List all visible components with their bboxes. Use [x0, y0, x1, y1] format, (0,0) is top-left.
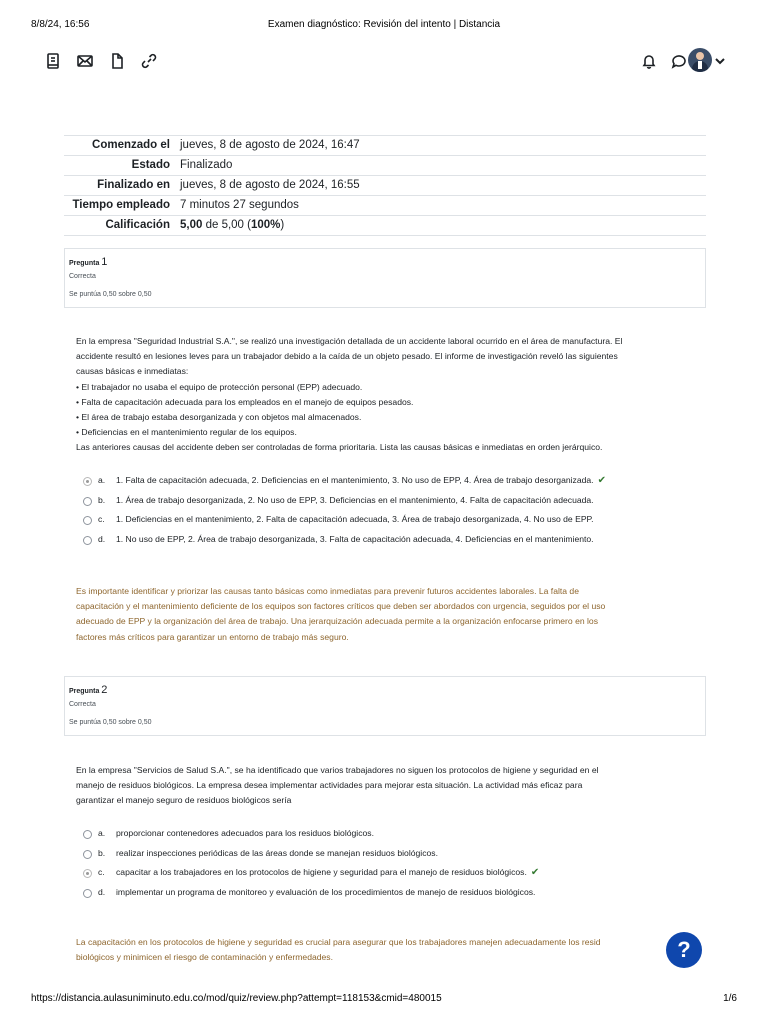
radio-button[interactable] — [83, 850, 92, 859]
option-text — [116, 863, 539, 883]
avatar-shirt — [698, 61, 702, 69]
radio-button[interactable] — [83, 869, 92, 878]
radio-button[interactable] — [83, 497, 92, 506]
summary-row — [64, 136, 706, 156]
radio-button[interactable] — [83, 830, 92, 839]
question-text — [76, 334, 696, 456]
help-button[interactable]: ? — [666, 932, 702, 968]
question-text-line: accidente resultó en lesiones leves para un trabajador debido a la caída de un objeto pesado. El informe de investigación reveló las siguientes — [76, 351, 618, 362]
answer-options — [83, 824, 703, 902]
attempt-summary-table — [64, 135, 706, 236]
option-text — [116, 471, 606, 491]
summary-value: Finalizado — [180, 159, 233, 171]
print-url: https://distancia.aulasuniminuto.edu.co/mod/quiz/review.php?attempt=118153&cmid=480015 — [31, 993, 442, 1004]
book-icon[interactable] — [42, 50, 64, 72]
option-letter: c. — [98, 514, 105, 524]
question-text — [76, 763, 696, 809]
question-state: Correcta — [69, 701, 96, 708]
answer-options — [83, 471, 703, 549]
grade-percent: 100% — [250, 219, 281, 231]
print-header — [31, 19, 737, 33]
answer-option[interactable] — [83, 863, 703, 883]
option-letter: d. — [98, 533, 106, 544]
option-letter: b. — [98, 494, 106, 505]
chevron-down-icon[interactable] — [714, 54, 726, 66]
question-text-line: En la empresa "Seguridad Industrial S.A.", se realizó una investigación detallada de un accidente laboral ocurrido en el área de manufactura. El — [76, 336, 623, 346]
question-text-line: • Deficiencias en el mantenimiento regular de los equipos. — [76, 427, 297, 438]
answer-option[interactable] — [83, 824, 703, 844]
summary-label: Tiempo empleado — [72, 199, 170, 211]
option-text: 1. Área de trabajo desorganizada, 2. No uso de EPP, 3. Deficiencias en el mantenimiento, 4. Falta de capacitación adecuada. — [116, 494, 594, 505]
summary-label: Estado — [131, 159, 170, 171]
print-footer — [31, 993, 737, 1007]
question-feedback — [76, 584, 702, 645]
question-number — [69, 684, 107, 696]
mail-icon[interactable] — [74, 50, 96, 72]
print-page-number: 1/6 — [723, 993, 737, 1004]
summary-value: jueves, 8 de agosto de 2024, 16:47 — [180, 139, 360, 151]
avatar-head — [696, 52, 704, 60]
question-feedback — [76, 935, 702, 965]
question-text-line: Las anteriores causas del accidente deben ser controladas de forma prioritaria. Lista las causas básicas e inmediatas en orden jerárquico. — [76, 442, 603, 453]
radio-button[interactable] — [83, 536, 92, 545]
question-grade: Se puntúa 0,50 sobre 0,50 — [69, 719, 152, 726]
summary-row — [64, 216, 706, 236]
option-text: 1. No uso de EPP, 2. Área de trabajo desorganizada, 3. Falta de capacitación adecuada, 4. Deficiencias en el mantenimiento. — [116, 533, 594, 544]
option-letter: c. — [98, 867, 105, 877]
question-text-line: garantizar el manejo seguro de residuos biológicos sería — [76, 795, 292, 806]
grade-points: 5,00 — [180, 219, 203, 231]
radio-button[interactable] — [83, 889, 92, 898]
question-text-line: manejo de residuos biológicos. La empresa desea implementar actividades para mejorar esta situación. La actividad más eficaz para — [76, 780, 583, 791]
summary-row — [64, 196, 706, 216]
summary-label: Finalizado en — [97, 179, 170, 191]
summary-value: 7 minutos 27 segundos — [180, 199, 299, 211]
question-prefix: Pregunta — [69, 688, 100, 695]
correct-check-icon: ✔ — [530, 867, 540, 878]
document-icon[interactable] — [106, 50, 128, 72]
bell-icon[interactable] — [638, 50, 660, 72]
option-label: 1. Falta de capacitación adecuada, 2. Deficiencias en el mantenimiento, 3. No uso de EPP, 4. Área de trabajo desorganizada. — [116, 475, 594, 485]
summary-label: Calificación — [105, 219, 170, 231]
question-info-box — [64, 248, 706, 308]
question-info-box — [64, 676, 706, 736]
feedback-line: adecuado de EPP y la organización del área de trabajo. Una jerarquización adecuada permite a la organización enfocarse primero en los — [76, 616, 598, 627]
option-text: proporcionar contenedores adecuados para los residuos biológicos. — [116, 828, 374, 838]
grade-out-of: de 5,00 ( — [202, 219, 251, 231]
option-text: implementar un programa de monitoreo y evaluación de los procedimientos de manejo de residuos biológicos. — [116, 886, 536, 897]
option-letter: a. — [98, 475, 106, 485]
option-letter: a. — [98, 828, 106, 838]
print-datetime: 8/8/24, 16:56 — [31, 19, 90, 30]
question-text-line: • El área de trabajo estaba desorganizada y con objetos mal almacenados. — [76, 412, 362, 423]
answer-option[interactable] — [83, 471, 703, 491]
option-text: 1. Deficiencias en el mantenimiento, 2. Falta de capacitación adecuada, 3. Área de trabajo desorganizada, 4. No uso de EPP. — [116, 514, 594, 524]
print-page-title: Examen diagnóstico: Revisión del intento | Distancia — [267, 19, 501, 30]
feedback-line: factores más críticos para garantizar un entorno de trabajo más seguro. — [76, 631, 349, 642]
question-number-value: 1 — [101, 256, 108, 268]
summary-value: jueves, 8 de agosto de 2024, 16:55 — [180, 179, 360, 191]
correct-check-icon: ✔ — [597, 475, 606, 486]
summary-row — [64, 156, 706, 176]
question-number — [69, 256, 107, 268]
summary-label: Comenzado el — [92, 139, 170, 151]
question-text-line: causas básicas e inmediatas: — [76, 366, 189, 377]
question-number-value: 2 — [101, 684, 108, 696]
question-text-line: • Falta de capacitación adecuada para los empleados en el manejo de equipos pesados. — [76, 396, 414, 407]
avatar[interactable] — [688, 48, 712, 72]
link-icon[interactable] — [138, 50, 160, 72]
summary-row — [64, 176, 706, 196]
top-navbar — [42, 48, 726, 74]
feedback-line: capacitación y el mantenimiento deficiente de los equipos son factores críticos que deben ser abordados con urgencia, seguidos por el uso — [76, 601, 606, 612]
answer-option[interactable] — [83, 491, 703, 511]
question-text-line: En la empresa "Servicios de Salud S.A.", se ha identificado que varios trabajadores no siguen los protocolos de higiene y seguridad en el — [76, 765, 599, 775]
option-label: capacitar a los trabajadores en los protocolos de higiene y seguridad para el manejo de residuos biológicos. — [116, 867, 527, 877]
answer-option[interactable] — [83, 530, 703, 550]
option-letter: b. — [98, 847, 106, 858]
chat-icon[interactable] — [668, 50, 690, 72]
grade-close: ) — [280, 219, 285, 231]
answer-option[interactable] — [83, 883, 703, 903]
radio-button[interactable] — [83, 516, 92, 525]
feedback-line: La capacitación en los protocolos de higiene y seguridad es crucial para asegurar que los trabajadores manejen adecuadamente los resid — [76, 937, 601, 947]
question-grade: Se puntúa 0,50 sobre 0,50 — [69, 291, 152, 298]
question-text-line: • El trabajador no usaba el equipo de protección personal (EPP) adecuado. — [76, 381, 363, 392]
option-text: realizar inspecciones periódicas de las áreas donde se manejan residuos biológicos. — [116, 847, 438, 858]
feedback-line: Es importante identificar y priorizar las causas tanto básicas como inmediatas para prevenir futuros accidentes laborales. La falta de — [76, 586, 579, 596]
answer-option[interactable] — [83, 844, 703, 864]
option-letter: d. — [98, 886, 106, 897]
radio-button[interactable] — [83, 477, 92, 486]
question-prefix: Pregunta — [69, 260, 100, 267]
question-state: Correcta — [69, 273, 96, 280]
summary-value — [176, 216, 706, 236]
answer-option[interactable] — [83, 510, 703, 530]
feedback-line: biológicos y minimicen el riesgo de contaminación y enfermedades. — [76, 952, 333, 963]
